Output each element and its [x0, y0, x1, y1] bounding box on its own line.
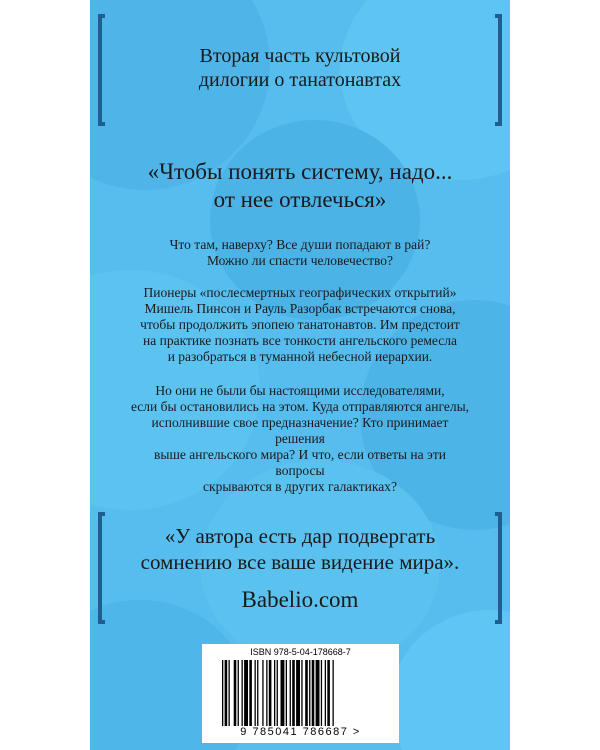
- barcode-bar: [234, 660, 237, 726]
- barcode-bar: [309, 660, 310, 726]
- barcode-bar: [257, 660, 258, 726]
- blurb-line: если бы остановились на этом. Куда отправляются ангелы,: [130, 399, 470, 414]
- barcode-bar: [277, 660, 278, 726]
- blurb-line: выше ангельского мира? И что, если ответы на эти вопросы: [154, 447, 446, 478]
- barcode-bar: [249, 660, 252, 726]
- series-line-2: дилогии о танатонавтах: [198, 69, 402, 91]
- left-bracket: [98, 512, 105, 624]
- barcode-bar: [292, 660, 295, 726]
- series-line-1: Вторая часть культовой: [199, 45, 401, 67]
- barcode-bar: [269, 660, 272, 726]
- barcode-bar: [229, 660, 230, 726]
- blurb-line: чтобы продолжить эпопею танатонавтов. Им предстоит: [140, 317, 460, 332]
- blurb-paragraph-1: [130, 237, 470, 269]
- right-bracket: [495, 512, 502, 624]
- review-quote: [120, 523, 480, 575]
- review-source: Babelio.com: [241, 587, 359, 612]
- blurb-line: Можно ли спасти человечество?: [206, 253, 394, 268]
- headline-quote-line-1: «Чтобы понять систему, надо...: [147, 159, 453, 184]
- right-bracket: [495, 14, 502, 126]
- blurb-line: Но они не были бы настоящими исследователями,: [155, 383, 445, 398]
- blurb-line: исполнившие свое предназначение? Кто принимает решения: [151, 415, 449, 446]
- blurb-line: Мишель Пинсон и Рауль Разорбак встречаются снова,: [144, 301, 456, 316]
- barcode-bar: [222, 660, 223, 726]
- headline-quote-line-2: от нее отвлечься»: [213, 187, 387, 212]
- barcode-bar: [255, 660, 256, 726]
- barcode-bar: [327, 660, 330, 726]
- headline-quote: [130, 158, 470, 214]
- barcode-bar: [242, 660, 243, 726]
- barcode-bar: [325, 660, 326, 726]
- barcode-bar: [290, 660, 291, 726]
- barcode-bar: [266, 660, 267, 726]
- series-caption: [150, 44, 450, 92]
- barcode-bar: [316, 660, 320, 726]
- barcode-bar: [281, 660, 285, 726]
- barcode-bar: [321, 660, 322, 726]
- isbn-label: ISBN 978-5-04-178668-7: [250, 647, 351, 657]
- blurb-paragraph-2: [130, 285, 470, 365]
- barcode-bar: [296, 660, 300, 726]
- left-bracket: [98, 14, 105, 126]
- blurb-line: Что там, наверху? Все души попадают в рай?: [169, 237, 431, 252]
- blurb-line: на практике познать все тонкости ангельского ремесла: [143, 333, 457, 348]
- barcode-bar: [301, 660, 302, 726]
- barcode-bar: [305, 660, 308, 726]
- barcode-bar: [312, 660, 315, 726]
- barcode-bar: [238, 660, 239, 726]
- barcode-bar: [262, 660, 263, 726]
- barcode-bar: [225, 660, 228, 726]
- review-quote-line-2: сомнению все ваше видение мира».: [140, 550, 460, 574]
- review-quote-line-1: «У автора есть дар подвергать: [164, 524, 436, 548]
- blurb-line: скрываются в других галактиках?: [203, 479, 397, 494]
- blurb-line: и разобраться в туманной небесной иерархии.: [167, 349, 433, 364]
- blurb-paragraph-3: [130, 383, 470, 495]
- barcode-panel: [202, 644, 399, 743]
- barcode-bar: [244, 660, 248, 726]
- book-back-cover: [90, 0, 510, 750]
- barcode-bar: [274, 660, 275, 726]
- barcode-bar: [286, 660, 287, 726]
- barcode-digits: 9 785041 786687 >: [240, 726, 361, 738]
- barcode-icon: [222, 660, 379, 726]
- barcode-bar: [333, 660, 334, 726]
- blurb-line: Пионеры «послесмертных географических открытий»: [143, 285, 457, 300]
